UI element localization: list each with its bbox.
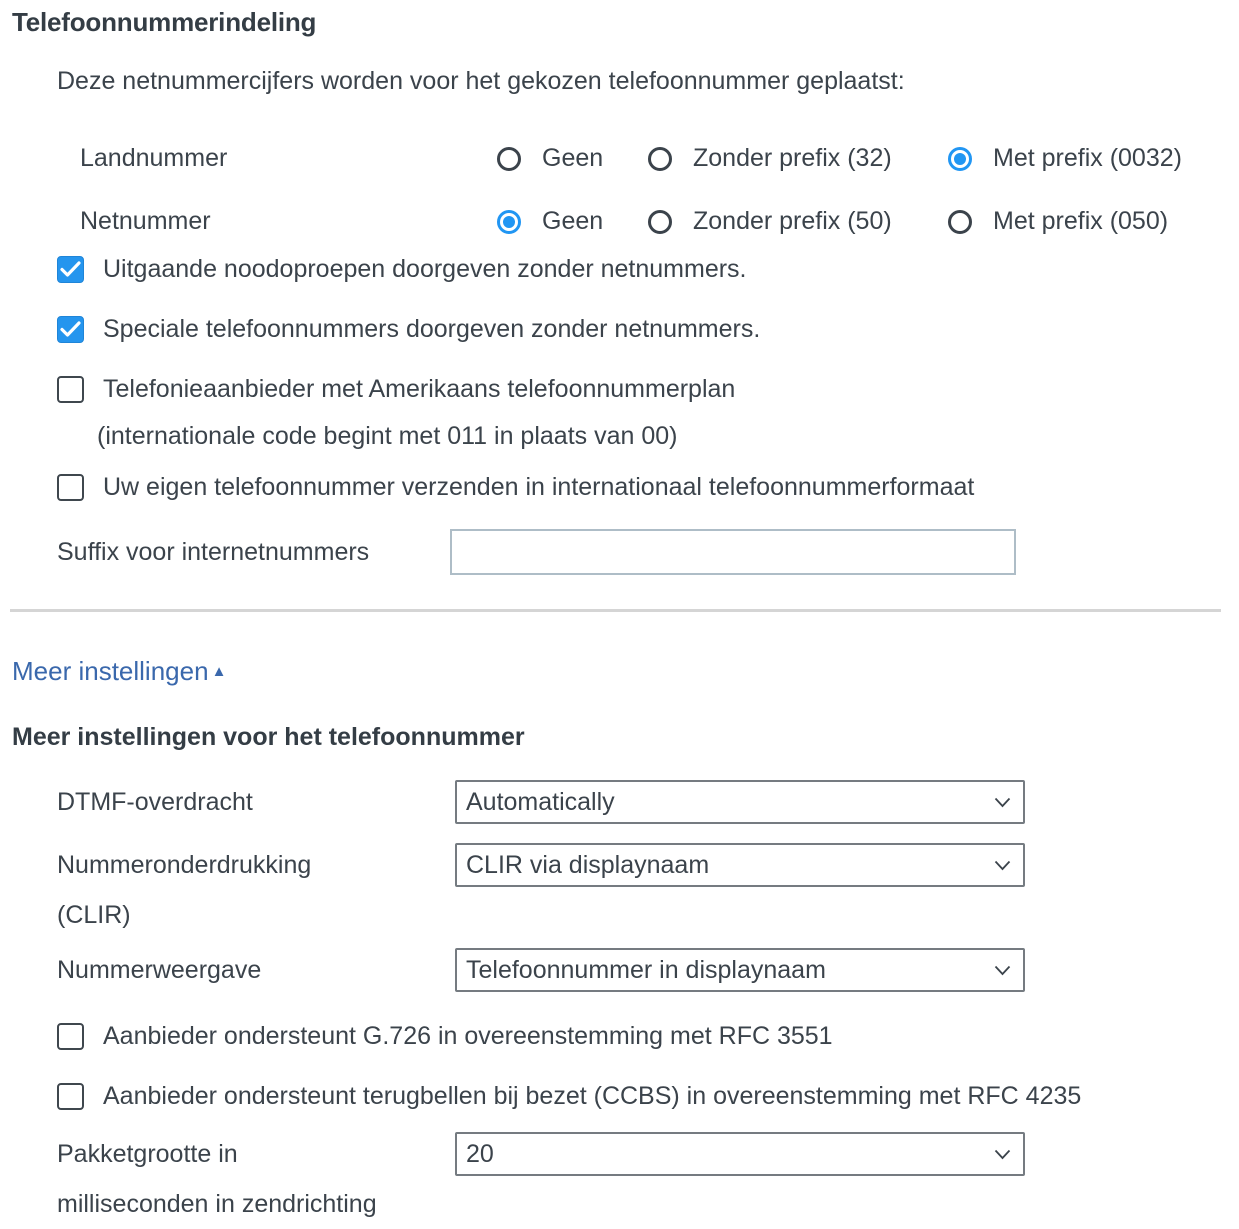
radio-label[interactable]: Geen [542, 207, 604, 235]
checkbox-checked[interactable] [57, 256, 84, 283]
radio-button[interactable] [497, 147, 521, 171]
select-value: CLIR via displaynaam [466, 850, 710, 879]
checkbox-row-emergency[interactable] [57, 253, 1227, 286]
chevron-down-icon [994, 860, 1011, 871]
clir-label: Nummeronderdrukking (CLIR) [57, 851, 312, 929]
select-value: Automatically [466, 787, 615, 816]
section-divider [10, 609, 1221, 612]
more-settings-toggle-row [12, 655, 1227, 692]
form-row-packet-size [57, 1132, 1227, 1229]
triangle-up-icon[interactable]: ▲ [211, 663, 227, 680]
checkbox-label[interactable]: Telefonieaanbieder met Amerikaans telefoonnummerplan [103, 375, 736, 403]
suffix-row [57, 529, 1227, 575]
netnummer-option-zonder-prefix[interactable] [648, 207, 948, 236]
page-title: Telefoonnummerindeling [12, 7, 317, 37]
more-settings-form [12, 780, 1227, 1229]
number-display-select[interactable] [455, 948, 1025, 992]
radio-row-netnummer [12, 190, 1227, 253]
checkbox-unchecked[interactable] [57, 1023, 84, 1050]
suffix-input[interactable] [450, 529, 1016, 575]
packet-size-select[interactable] [455, 1132, 1025, 1176]
suffix-label: Suffix voor internetnummers [57, 537, 370, 566]
radio-button-selected[interactable] [948, 147, 972, 171]
checkbox-checked[interactable] [57, 316, 84, 343]
checkbox-unchecked[interactable] [57, 474, 84, 501]
checkbox-row-us-numbering-plan[interactable] [57, 373, 1227, 406]
chevron-down-icon [994, 1149, 1011, 1160]
dtmf-select[interactable] [455, 780, 1025, 824]
radio-label[interactable]: Zonder prefix (50) [693, 207, 892, 235]
radio-row-landnummer [12, 127, 1227, 190]
checkbox-label[interactable]: Speciale telefoonnummers doorgeven zonder netnummers. [103, 315, 761, 343]
checkbox-label[interactable]: Uitgaande noodoproepen doorgeven zonder netnummers. [103, 255, 747, 283]
more-settings-link[interactable]: Meer instellingen [12, 656, 209, 686]
checkbox-label[interactable]: Aanbieder ondersteunt terugbellen bij bezet (CCBS) in overeenstemming met RFC 4235 [103, 1082, 1082, 1110]
landnummer-label: Landnummer [80, 144, 228, 172]
radio-label[interactable]: Met prefix (0032) [993, 144, 1182, 172]
number-display-label: Nummerweergave [57, 956, 262, 984]
intro-text: Deze netnummercijfers worden voor het gekozen telefoonnummer geplaatst: [57, 67, 905, 95]
radio-button[interactable] [948, 210, 972, 234]
radio-label[interactable]: Zonder prefix (32) [693, 144, 892, 172]
radio-button[interactable] [648, 210, 672, 234]
chevron-down-icon [994, 797, 1011, 808]
checkbox-row-special-numbers[interactable] [57, 313, 1227, 346]
checkbox-unchecked[interactable] [57, 376, 84, 403]
select-value: 20 [466, 1139, 494, 1168]
checkbox-row-ccbs[interactable] [57, 1080, 1227, 1113]
form-row-dtmf [57, 780, 1227, 827]
checkbox-label[interactable]: Uw eigen telefoonnummer verzenden in internationaal telefoonnummerformaat [103, 473, 975, 501]
clir-select[interactable] [455, 843, 1025, 887]
form-row-clir [57, 843, 1227, 943]
checkbox-row-g726[interactable] [57, 1020, 1227, 1053]
checkbox-note: (internationale code begint met 011 in plaats van 00) [97, 422, 678, 450]
checkbox-label[interactable]: Aanbieder ondersteunt G.726 in overeenstemming met RFC 3551 [103, 1022, 833, 1050]
landnummer-option-geen[interactable] [497, 144, 648, 173]
chevron-down-icon [994, 965, 1011, 976]
radio-label[interactable]: Geen [542, 144, 604, 172]
checkbox-unchecked[interactable] [57, 1083, 84, 1110]
netnummer-option-geen[interactable] [497, 207, 648, 236]
checkmark-icon [60, 261, 81, 278]
dtmf-label: DTMF-overdracht [57, 788, 253, 816]
radio-button-selected[interactable] [497, 210, 521, 234]
landnummer-option-met-prefix[interactable] [948, 144, 1182, 173]
packet-size-label: Pakketgrootte in milliseconden in zendrichting [57, 1140, 377, 1218]
radio-label[interactable]: Met prefix (050) [993, 207, 1169, 235]
more-settings-heading: Meer instellingen voor het telefoonnummer [12, 723, 525, 751]
checkbox-row-international-format[interactable] [57, 471, 1227, 504]
form-row-number-display [57, 948, 1227, 995]
checkmark-icon [60, 321, 81, 338]
radio-button[interactable] [648, 147, 672, 171]
netnummer-option-met-prefix[interactable] [948, 207, 1168, 236]
select-value: Telefoonnummer in displaynaam [466, 955, 826, 984]
landnummer-option-zonder-prefix[interactable] [648, 144, 948, 173]
prefix-radio-group [12, 127, 1227, 253]
netnummer-label: Netnummer [80, 207, 211, 235]
